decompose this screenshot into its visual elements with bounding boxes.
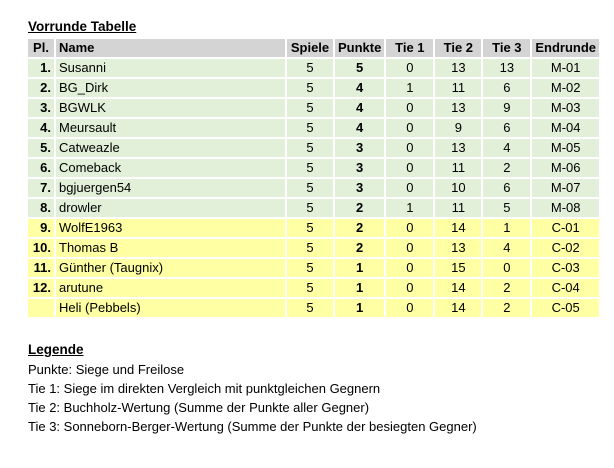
table-row xyxy=(28,299,599,317)
cell-tie3: 4 xyxy=(483,239,530,257)
cell-tie2: 11 xyxy=(435,199,481,217)
cell-punkte: 1 xyxy=(335,299,384,317)
legend xyxy=(28,340,477,436)
legend-line-tie1: Tie 1: Siege im direkten Vergleich mit punktgleichen Gegnern xyxy=(28,381,381,396)
cell-spiele: 5 xyxy=(287,199,333,217)
cell-tie1: 0 xyxy=(386,239,433,257)
cell-spiele: 5 xyxy=(287,239,333,257)
cell-endrunde: M-06 xyxy=(532,159,599,177)
cell-spiele: 5 xyxy=(287,59,333,77)
col-header-name: Name xyxy=(56,39,285,57)
cell-spiele: 5 xyxy=(287,299,333,317)
cell-tie3: 0 xyxy=(483,259,530,277)
col-header-tie2: Tie 2 xyxy=(435,39,481,57)
cell-tie3: 6 xyxy=(483,119,530,137)
cell-rank: 1. xyxy=(28,59,54,77)
col-header-rank: Pl. xyxy=(28,39,54,57)
cell-rank: 10. xyxy=(28,239,54,257)
cell-tie2: 15 xyxy=(435,259,481,277)
cell-name: bgjuergen54 xyxy=(56,179,285,197)
cell-name: BGWLK xyxy=(56,99,285,117)
cell-rank xyxy=(28,299,54,317)
table-row xyxy=(28,99,599,117)
cell-tie2: 9 xyxy=(435,119,481,137)
cell-tie2: 13 xyxy=(435,99,481,117)
cell-name: Günther (Taugnix) xyxy=(56,259,285,277)
cell-tie1: 1 xyxy=(386,79,433,97)
cell-endrunde: C-01 xyxy=(532,219,599,237)
cell-rank: 8. xyxy=(28,199,54,217)
col-header-tie1: Tie 1 xyxy=(386,39,433,57)
cell-name: Susanni xyxy=(56,59,285,77)
table-row xyxy=(28,159,599,177)
legend-title: Legende xyxy=(28,342,84,357)
cell-punkte: 4 xyxy=(335,99,384,117)
col-header-tie3: Tie 3 xyxy=(483,39,530,57)
cell-rank: 9. xyxy=(28,219,54,237)
cell-tie3: 2 xyxy=(483,299,530,317)
cell-spiele: 5 xyxy=(287,79,333,97)
cell-rank: 2. xyxy=(28,79,54,97)
cell-endrunde: M-05 xyxy=(532,139,599,157)
table-row xyxy=(28,239,599,257)
cell-tie1: 0 xyxy=(386,259,433,277)
legend-line-tie3: Tie 3: Sonneborn-Berger-Wertung (Summe der Punkte der besiegten Gegner) xyxy=(28,419,477,434)
cell-tie2: 14 xyxy=(435,279,481,297)
cell-punkte: 4 xyxy=(335,119,384,137)
cell-tie2: 14 xyxy=(435,299,481,317)
cell-endrunde: C-05 xyxy=(532,299,599,317)
cell-rank: 12. xyxy=(28,279,54,297)
cell-punkte: 3 xyxy=(335,159,384,177)
cell-name: Catweazle xyxy=(56,139,285,157)
col-header-spiele: Spiele xyxy=(287,39,333,57)
cell-tie1: 0 xyxy=(386,279,433,297)
cell-name: Heli (Pebbels) xyxy=(56,299,285,317)
cell-tie2: 11 xyxy=(435,79,481,97)
cell-punkte: 3 xyxy=(335,179,384,197)
cell-tie2: 10 xyxy=(435,179,481,197)
cell-punkte: 1 xyxy=(335,259,384,277)
cell-spiele: 5 xyxy=(287,219,333,237)
cell-name: WolfE1963 xyxy=(56,219,285,237)
cell-tie2: 14 xyxy=(435,219,481,237)
cell-spiele: 5 xyxy=(287,259,333,277)
cell-tie1: 0 xyxy=(386,299,433,317)
table-body xyxy=(28,59,599,317)
cell-spiele: 5 xyxy=(287,159,333,177)
cell-rank: 7. xyxy=(28,179,54,197)
cell-rank: 4. xyxy=(28,119,54,137)
cell-tie1: 0 xyxy=(386,159,433,177)
cell-punkte: 5 xyxy=(335,59,384,77)
cell-tie3: 5 xyxy=(483,199,530,217)
table-row xyxy=(28,119,599,137)
cell-name: BG_Dirk xyxy=(56,79,285,97)
cell-tie2: 11 xyxy=(435,159,481,177)
cell-tie2: 13 xyxy=(435,139,481,157)
cell-rank: 6. xyxy=(28,159,54,177)
cell-endrunde: M-07 xyxy=(532,179,599,197)
cell-spiele: 5 xyxy=(287,279,333,297)
cell-punkte: 2 xyxy=(335,239,384,257)
cell-tie1: 0 xyxy=(386,99,433,117)
cell-rank: 3. xyxy=(28,99,54,117)
cell-tie3: 6 xyxy=(483,79,530,97)
table-row xyxy=(28,139,599,157)
cell-punkte: 4 xyxy=(335,79,384,97)
cell-name: Comeback xyxy=(56,159,285,177)
cell-spiele: 5 xyxy=(287,99,333,117)
cell-punkte: 2 xyxy=(335,219,384,237)
table-row xyxy=(28,79,599,97)
cell-tie2: 13 xyxy=(435,59,481,77)
cell-rank: 5. xyxy=(28,139,54,157)
table-row xyxy=(28,279,599,297)
cell-tie1: 0 xyxy=(386,139,433,157)
cell-tie3: 1 xyxy=(483,219,530,237)
table-row xyxy=(28,199,599,217)
cell-endrunde: C-02 xyxy=(532,239,599,257)
table-row xyxy=(28,59,599,77)
cell-tie3: 2 xyxy=(483,159,530,177)
cell-tie3: 13 xyxy=(483,59,530,77)
cell-endrunde: M-01 xyxy=(532,59,599,77)
cell-endrunde: M-08 xyxy=(532,199,599,217)
cell-spiele: 5 xyxy=(287,119,333,137)
header-row xyxy=(28,39,599,57)
standings-sheet xyxy=(28,17,601,319)
cell-name: arutune xyxy=(56,279,285,297)
cell-punkte: 3 xyxy=(335,139,384,157)
table-row xyxy=(28,179,599,197)
cell-name: drowler xyxy=(56,199,285,217)
cell-endrunde: M-03 xyxy=(532,99,599,117)
table-row xyxy=(28,259,599,277)
cell-punkte: 1 xyxy=(335,279,384,297)
cell-name: Thomas B xyxy=(56,239,285,257)
cell-tie3: 2 xyxy=(483,279,530,297)
col-header-endrunde: Endrunde xyxy=(532,39,599,57)
table-row xyxy=(28,219,599,237)
legend-line-tie2: Tie 2: Buchholz-Wertung (Summe der Punkte aller Gegner) xyxy=(28,400,370,415)
cell-endrunde: M-04 xyxy=(532,119,599,137)
cell-endrunde: C-03 xyxy=(532,259,599,277)
cell-tie3: 9 xyxy=(483,99,530,117)
cell-tie2: 13 xyxy=(435,239,481,257)
legend-line-punkte: Punkte: Siege und Freilose xyxy=(28,362,185,377)
cell-punkte: 2 xyxy=(335,199,384,217)
cell-rank: 11. xyxy=(28,259,54,277)
cell-name: Meursault xyxy=(56,119,285,137)
cell-tie1: 0 xyxy=(386,59,433,77)
col-header-punkte: Punkte xyxy=(335,39,384,57)
cell-endrunde: M-02 xyxy=(532,79,599,97)
standings-table xyxy=(26,37,601,319)
cell-tie3: 6 xyxy=(483,179,530,197)
cell-tie1: 0 xyxy=(386,219,433,237)
cell-spiele: 5 xyxy=(287,139,333,157)
table-title: Vorrunde Tabelle xyxy=(28,19,137,34)
cell-tie1: 1 xyxy=(386,199,433,217)
cell-tie3: 4 xyxy=(483,139,530,157)
cell-tie1: 0 xyxy=(386,179,433,197)
cell-spiele: 5 xyxy=(287,179,333,197)
cell-endrunde: C-04 xyxy=(532,279,599,297)
cell-tie1: 0 xyxy=(386,119,433,137)
